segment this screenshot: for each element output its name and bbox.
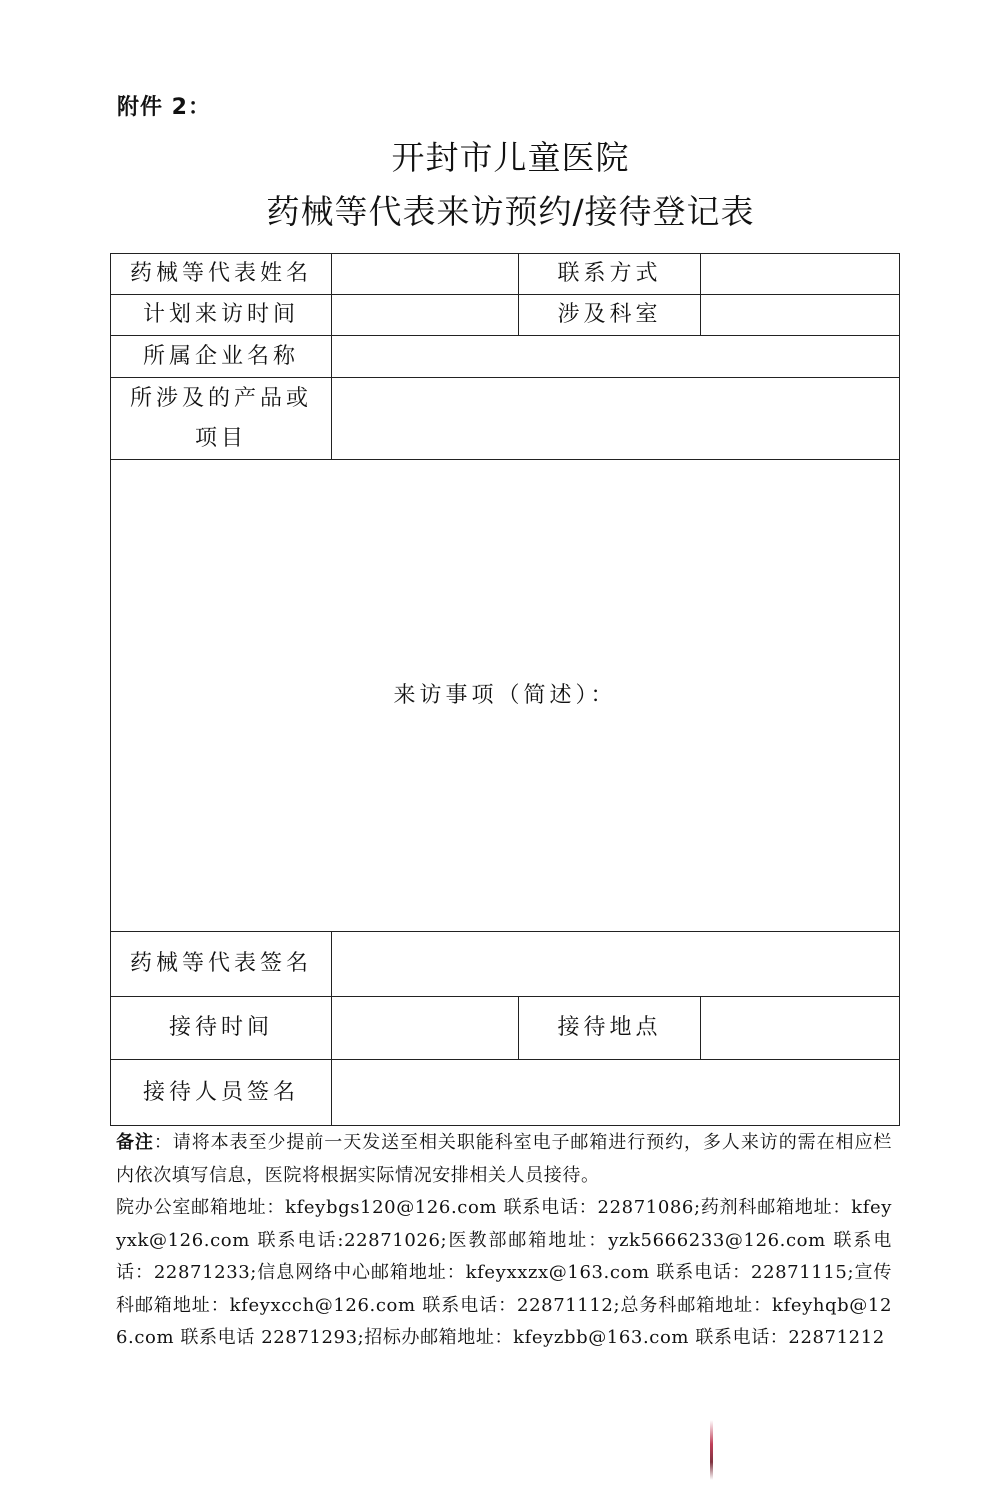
receiver-signature-field[interactable] [332,1060,900,1126]
reception-place-field[interactable] [701,997,900,1060]
attachment-label: 附件 2： [117,95,211,120]
product-label-line2: 项目 [194,425,247,451]
company-label: 所属企业名称 [111,336,332,378]
form-row-visit-matter [111,460,900,932]
visit-matter-label: 来访事项（简述）： [393,682,617,708]
registration-form [110,253,900,1126]
planned-time-label: 计划来访时间 [111,295,332,336]
notes-text-1: ：请将本表至少提前一天发送至相关职能科室电子邮箱进行预约，多人来访的需在相应栏内依次填写信息，医院将根据实际情况安排相关人员接待。 [116,1132,892,1186]
contact-field[interactable] [701,254,900,295]
reception-place-label: 接待地点 [519,997,701,1060]
rep-signature-label: 药械等代表签名 [111,932,332,997]
notes-label: 备注 [116,1132,154,1153]
notes-paragraph-2: 院办公室邮箱地址：kfeybgs120@126.com 联系电话：22871086;药剂科邮箱地址：kfeyyxk@126.com 联系电话:22871026;医教部邮箱地址：yzk5666233@126.com 联系电话：22871233;信息网络中心邮箱地址：kfeyxxzx@163.com 联系电话：22871115;宣传科邮箱地址：kfeyxcch@126.com 联系电话：22871112;总务科邮箱地址：kfeyhqb@126.com 联系电话 22871293;招标办邮箱地址：kfeyzbb@163.com 联系电话：22871212 [116,1197,892,1348]
product-field[interactable] [332,378,900,460]
form-row-product [111,378,900,460]
department-field[interactable] [701,295,900,336]
form-row-company [111,336,900,378]
reception-time-label: 接待时间 [111,997,332,1060]
company-field[interactable] [332,336,900,378]
edge-mark [710,1420,713,1480]
reception-time-field[interactable] [332,997,519,1060]
rep-name-label: 药械等代表姓名 [111,254,332,295]
form-row-reception [111,997,900,1060]
form-row-planned-time [111,295,900,336]
product-label [111,378,332,460]
planned-time-field[interactable] [332,295,519,336]
rep-signature-field[interactable] [332,932,900,997]
contact-label: 联系方式 [519,254,701,295]
document-title: 开封市儿童医院 [391,138,630,177]
document-subtitle: 药械等代表来访预约/接待登记表 [266,192,755,231]
form-row-receiver-signature [111,1060,900,1126]
rep-name-field[interactable] [332,254,519,295]
notes-section [116,1127,892,1355]
product-label-line1: 所涉及的产品或 [129,385,312,411]
form-row-rep-name [111,254,900,295]
visit-matter-field[interactable] [111,460,900,932]
receiver-signature-label: 接待人员签名 [111,1060,332,1126]
form-row-rep-signature [111,932,900,997]
notes-paragraph-1 [116,1127,892,1192]
department-label: 涉及科室 [519,295,701,336]
